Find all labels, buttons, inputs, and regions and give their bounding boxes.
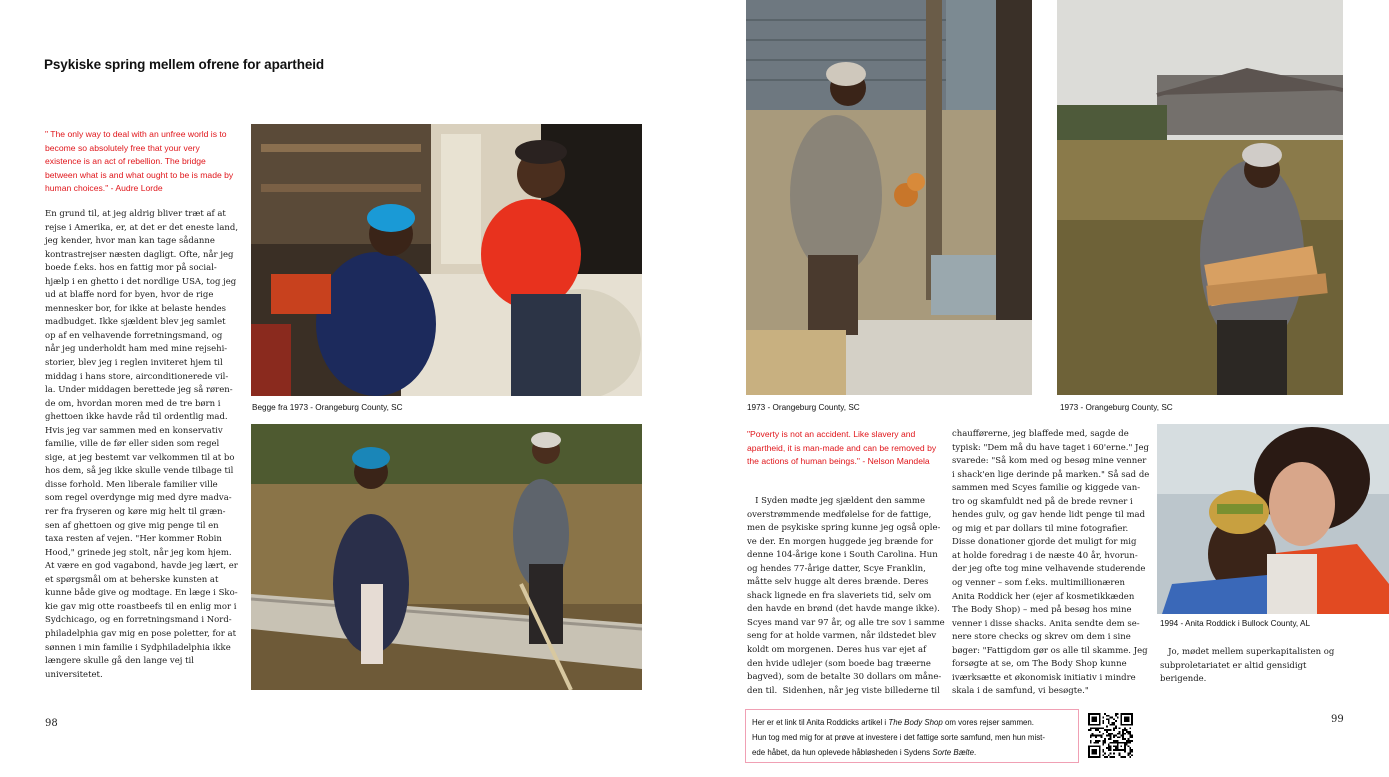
body-line: ghettoen ikke havde råd til ordentlig mad.: [45, 412, 228, 423]
body-line: mennesker bor, for ikke at belaste hendes: [45, 303, 227, 314]
body-line: og hendes 77-årige datter, Scye Franklin,: [747, 563, 926, 574]
body-shop-italic: The Body Shop: [888, 718, 943, 727]
body-line: sønnen i min familie i Sydphiladelphia ikke: [45, 642, 231, 653]
photo-woman-at-well-image: [746, 0, 1032, 395]
body-line: At være en god vagabond, havde jeg lært, er: [45, 561, 238, 572]
body-line: Hvis jeg var sammen med en konservativ: [45, 425, 223, 436]
photo-woman-carrying-wood-image: [1057, 0, 1343, 395]
right-body-col2: [952, 428, 1148, 699]
link-box: [745, 709, 1079, 763]
photo-anita-roddick: [1157, 424, 1389, 614]
body-line: nere store checks og skrev om dem i sine: [952, 632, 1131, 643]
body-line: de om, hvordan moren med de tre børn i: [45, 398, 221, 409]
body-line: Scyes mand var 97 år, og alle tre sov i samme: [747, 617, 945, 628]
qr-code-icon[interactable]: [1088, 713, 1133, 758]
link-text-part: ede håbet, da hun oplevede håbløsheden i Sydens: [752, 748, 933, 757]
body-line: når jeg underholdt ham med mine rejsehi-: [45, 344, 228, 355]
photo-couple-on-bed: [251, 124, 642, 396]
page-number-right: 99: [1331, 714, 1344, 725]
body-line: middag i hans store, airconditionerede vil-: [45, 371, 229, 382]
body-line: jeg kender, hvor man kan tage sådanne: [45, 236, 215, 247]
body-line: Hood," grinede jeg stolt, når jeg kom hjem.: [45, 547, 232, 558]
body-line: overstrømmende medfølelse for de fattige,: [747, 509, 932, 520]
photo-woman-at-well: [746, 0, 1032, 395]
link-box-line-2: Hun tog med mig for at prøve at investere i det fattige sorte samfund, men hun mist-: [752, 733, 1045, 742]
body-line: tro og skamfuldt ned på de brede revner i: [952, 496, 1133, 507]
body-line: et spørgsmål om at beherske kunsten at: [45, 574, 219, 585]
body-line: I Syden mødte jeg sjældent den samme: [747, 496, 926, 506]
body-line: forsøgte at se, om The Body Shop kunne: [952, 659, 1127, 670]
body-line: op af en velhavende forretningsmand, og: [45, 330, 223, 341]
article-title: Psykiske spring mellem ofrene for apartheid: [44, 57, 325, 72]
body-line: at holde foredrag i de næste 40 år, hvorun-: [952, 550, 1138, 561]
body-line: skala i de samfund, vi besøgte.": [952, 686, 1089, 697]
nelson-mandela-quote: "Poverty is not an accident. Like slavery and apartheid, it is man-made and can be removed by the actions of human beings." - Nelson Mandela: [747, 429, 937, 467]
body-line: hos dem, så jeg ikke skulle vende tilbage til: [45, 466, 234, 477]
body-line: sige, at jeg bestemt var velkommen til at bo: [45, 452, 235, 463]
body-line: Sydchicago, og en forretningsmand i Nord-: [45, 615, 232, 626]
body-line: som regel overdynge mig med dyre madva-: [45, 493, 232, 504]
body-line: seng for at holde varmen, når ildstedet blev: [747, 631, 937, 642]
body-line: berigende.: [1160, 674, 1207, 685]
link-text-part: Her er et link til Anita Roddicks artikel i: [752, 718, 889, 727]
qr-code-image[interactable]: [1088, 713, 1133, 758]
body-line: storier, blev jeg i reglen inviteret hjem til: [45, 358, 223, 369]
photo-woman-carrying-wood: [1057, 0, 1343, 395]
body-line: universitetet.: [45, 669, 103, 680]
body-line: og mig et par dollars til mine fotografier.: [952, 523, 1129, 534]
body-line: den til. Sidenhen, når jeg viste billederne til: [747, 685, 940, 696]
audre-lorde-quote: " The only way to deal with an unfree world is to become so absolutely free that your very existence is an act of rebellion. The bridge between what is and what ought to be is made by human choices." - Audre Lorde: [45, 129, 234, 194]
body-line: den havde en brønd (det havde mange ikke).: [747, 604, 940, 615]
photo-women-with-log: [251, 424, 642, 690]
body-line: sammen med Scyes familie og kiggede van-: [952, 483, 1141, 494]
body-line: boede f.eks. hos en fattig mor på social-: [45, 263, 217, 274]
photo-caption-both: Begge fra 1973 - Orangeburg County, SC: [252, 403, 403, 412]
body-line: chaufførerne, jeg blaffede med, sagde de: [952, 429, 1129, 439]
body-line: Jo, mødet mellem superkapitalisten og: [1160, 647, 1335, 657]
body-line: koldt om morgenen. Deres hus var ejet af: [747, 645, 927, 656]
body-line: madbudget. Ikke sjældent blev jeg samlet: [45, 317, 226, 328]
body-line: og venner – som f.eks. multimillionæren: [952, 578, 1125, 589]
body-line: typisk: "Dem må du have taget i 60'erne." Jeg: [952, 442, 1149, 453]
body-line: der jeg ofte tog mine velhavende studerende: [952, 564, 1146, 575]
body-line: i shack'en lige derinde på marken." Så sad de: [952, 469, 1150, 480]
body-line: Anita Roddick her (ejer af kosmetikkæden: [952, 591, 1135, 602]
body-line: disse forhold. Men liberale familier ville: [45, 479, 218, 490]
link-box-line-3: [752, 745, 1072, 760]
body-line: taxa resten af vejen. "Her kommer Robin: [45, 534, 222, 545]
photo-couple-on-bed-image: [251, 124, 642, 396]
body-line: subproletariatet er altid gensidigt: [1160, 660, 1307, 671]
left-page: [0, 0, 694, 777]
body-line: denne 104-årige kone i South Carolina. Hun: [747, 550, 938, 561]
right-body-col1: [747, 495, 943, 698]
right-body-col3: [1160, 646, 1356, 687]
photo-anita-roddick-image: [1157, 424, 1389, 614]
body-line: kie gav mig otte roastbeefs til en enlig mor i: [45, 601, 237, 612]
link-box-line-1: [752, 715, 1072, 730]
body-line: shack lignede en fra slaveriets tid, selv om: [747, 590, 932, 601]
body-line: bagved), som de betalte 30 dollars om måne-: [747, 672, 942, 683]
body-line: rer fra fryseren og køre mig helt til græn-: [45, 507, 226, 518]
body-line: philadelphia gav mig en pose poletter, for at: [45, 628, 237, 639]
body-line: hjælp i en ghetto i det nordlige USA, tog jeg: [45, 276, 237, 287]
photo-women-with-log-image: [251, 424, 642, 690]
body-line: The Body Shop) – med på besøg hos mine: [952, 605, 1132, 616]
body-line: sen af ghettoen og give mig penge til en: [45, 520, 219, 531]
page-number-left: 98: [45, 718, 58, 729]
left-body-text: [45, 208, 239, 682]
body-line: svarede: "Så kom med og besøg mine venner: [952, 456, 1147, 467]
body-line: men de psykiske spring kunne jeg også ople-: [747, 523, 941, 534]
body-line: Disse donationer gjorde det muligt for mig: [952, 537, 1137, 548]
body-line: længere skulle gå den lange vej til: [45, 656, 194, 667]
body-line: familie, ville de før eller siden som regel: [45, 439, 220, 450]
body-line: kontrastrejser næsten dagligt. Ofte, når jeg: [45, 249, 234, 260]
body-line: måtte selv hugge alt deres brænde. Deres: [747, 577, 929, 588]
body-line: rejse i Amerika, er, at det er det eneste land,: [45, 222, 239, 233]
right-page: [694, 0, 1389, 777]
body-line: venner i disse shacks. Anita sendte dem se-: [952, 618, 1140, 629]
body-line: den hvide udlejer (som boede bag træerne: [747, 658, 931, 669]
body-line: ud at blaffe nord for byen, hvor de rige: [45, 290, 214, 301]
link-text-part: .: [973, 748, 977, 757]
photo-caption-roddick: 1994 - Anita Roddick i Bullock County, AL: [1160, 619, 1311, 628]
body-line: la. Under middagen berettede jeg så røren-: [45, 385, 233, 396]
link-text-part: om vores rejser sammen.: [942, 718, 1035, 727]
sorte-baelte-italic: Sorte Bælte: [932, 748, 974, 757]
body-line: En grund til, at jeg aldrig bliver træt af at: [45, 209, 226, 219]
body-line: ve der. En morgen huggede jeg brænde for: [747, 536, 934, 547]
photo-caption-wood: 1973 - Orangeburg County, SC: [1060, 403, 1173, 412]
body-line: hendes gulv, og gav hende lidt penge til mad: [952, 510, 1146, 521]
body-line: iværksætte et økonomisk initiativ i mindre: [952, 672, 1136, 683]
body-line: kunne både give og modtage. En læge i Sko-: [45, 588, 238, 599]
body-line: bøger: "Fattigdom gør os alle til skamme. Jeg: [952, 645, 1148, 656]
photo-caption-well: 1973 - Orangeburg County, SC: [747, 403, 860, 412]
